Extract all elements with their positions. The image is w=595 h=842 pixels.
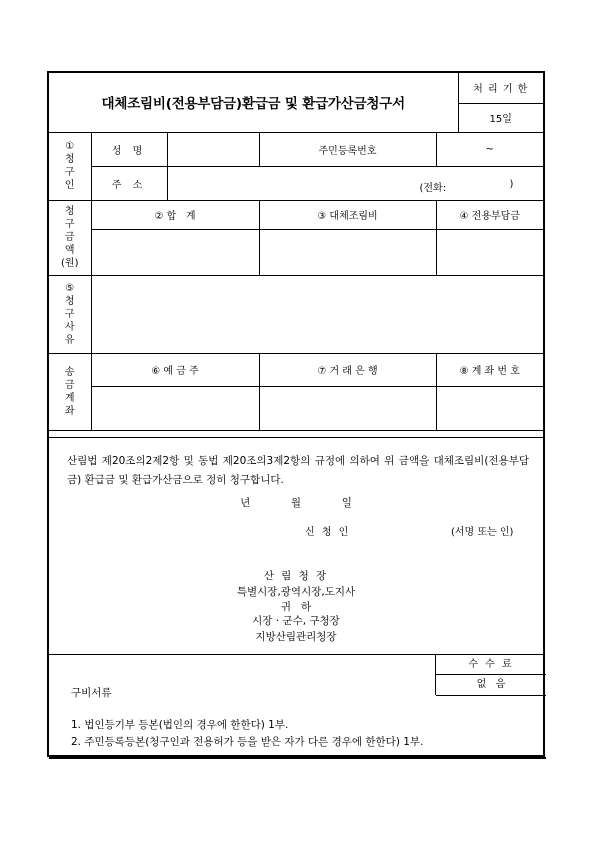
account-number-label: ⑧ 계 좌 번 호 bbox=[436, 353, 543, 386]
reforestation-field[interactable] bbox=[259, 229, 436, 275]
fee-label: 수 수 료 bbox=[436, 655, 546, 675]
form-title-text: 대체조림비(전용부담금)환급금 및 환급가산금청구서 bbox=[101, 96, 405, 113]
date-line bbox=[49, 495, 543, 510]
rrn-label: 주민등록번호 bbox=[259, 132, 436, 166]
name-field[interactable] bbox=[167, 132, 259, 166]
phone-close: ) bbox=[509, 178, 514, 190]
address-label: 주 소 bbox=[91, 166, 167, 200]
account-holder-field[interactable] bbox=[91, 386, 259, 430]
addressee-3: 귀 하 bbox=[280, 601, 312, 613]
reforestation-label: ③ 대체조림비 bbox=[259, 200, 436, 229]
fee-box bbox=[435, 655, 546, 695]
phone-label: (전화: bbox=[419, 182, 447, 194]
name-label: 성 명 bbox=[91, 132, 167, 166]
documents-block bbox=[49, 654, 543, 760]
form-title bbox=[49, 73, 458, 132]
processing-period-label: 처 리 기 한 bbox=[458, 73, 543, 103]
date-month: 월 bbox=[290, 497, 302, 509]
documents-label: 구비서류 bbox=[71, 687, 112, 699]
document-item: 2. 주민등록등본(청구인과 전용허가 등을 받은 자가 다른 경우에 한한다) 1부. bbox=[71, 736, 424, 748]
statement-text: 산림법 제20조의2제2항 및 동법 제20조의3제2항의 규정에 의하여 위 금액을 대체조림비(전용부담금) 환급금 및 환급가산금으로 정히 청구합니다. bbox=[67, 455, 529, 486]
addressee-1: 산 림 청 장 bbox=[263, 570, 329, 582]
amount-section-label: 청 구 금 액 (원) bbox=[49, 200, 91, 275]
bank-field[interactable] bbox=[259, 386, 436, 430]
fee-value: 없 음 bbox=[436, 675, 546, 696]
rrn-field[interactable]: ~ bbox=[436, 132, 543, 166]
signature-label: (서명 또는 인) bbox=[451, 527, 514, 538]
form-table bbox=[49, 73, 543, 431]
address-field[interactable] bbox=[167, 166, 543, 200]
addressee-2: 특별시장,광역시장,도지사 bbox=[236, 586, 356, 598]
document-item: 1. 법인등기부 등본(법인의 경우에 한한다) 1부. bbox=[71, 719, 289, 731]
remit-section-label: 송 금 계 좌 bbox=[49, 353, 91, 430]
processing-period-value: 15일 bbox=[458, 103, 543, 132]
total-field[interactable] bbox=[91, 229, 259, 275]
total-label: ② 합 계 bbox=[91, 200, 259, 229]
statement-block bbox=[49, 437, 543, 655]
reason-section-label: ⑤ 청 구 사 유 bbox=[49, 275, 91, 353]
date-year: 년 bbox=[240, 497, 251, 509]
documents-list bbox=[71, 717, 423, 751]
account-holder-label: ⑥ 예 금 주 bbox=[91, 353, 259, 386]
account-number-field[interactable] bbox=[436, 386, 543, 430]
date-day: 일 bbox=[341, 497, 352, 509]
applicant-label: 신 청 인 bbox=[305, 527, 351, 538]
conversion-charge-field[interactable] bbox=[436, 229, 543, 275]
claim-form bbox=[47, 71, 545, 757]
addressee-5: 지방산림관리청장 bbox=[255, 631, 337, 643]
reason-field[interactable] bbox=[91, 275, 543, 353]
claimant-section-label: ① 청 구 인 bbox=[49, 132, 91, 200]
bank-label: ⑦ 거 래 은 행 bbox=[259, 353, 436, 386]
addressee-4: 시장 · 군수, 구청장 bbox=[252, 615, 340, 627]
conversion-charge-label: ④ 전용부담금 bbox=[436, 200, 543, 229]
